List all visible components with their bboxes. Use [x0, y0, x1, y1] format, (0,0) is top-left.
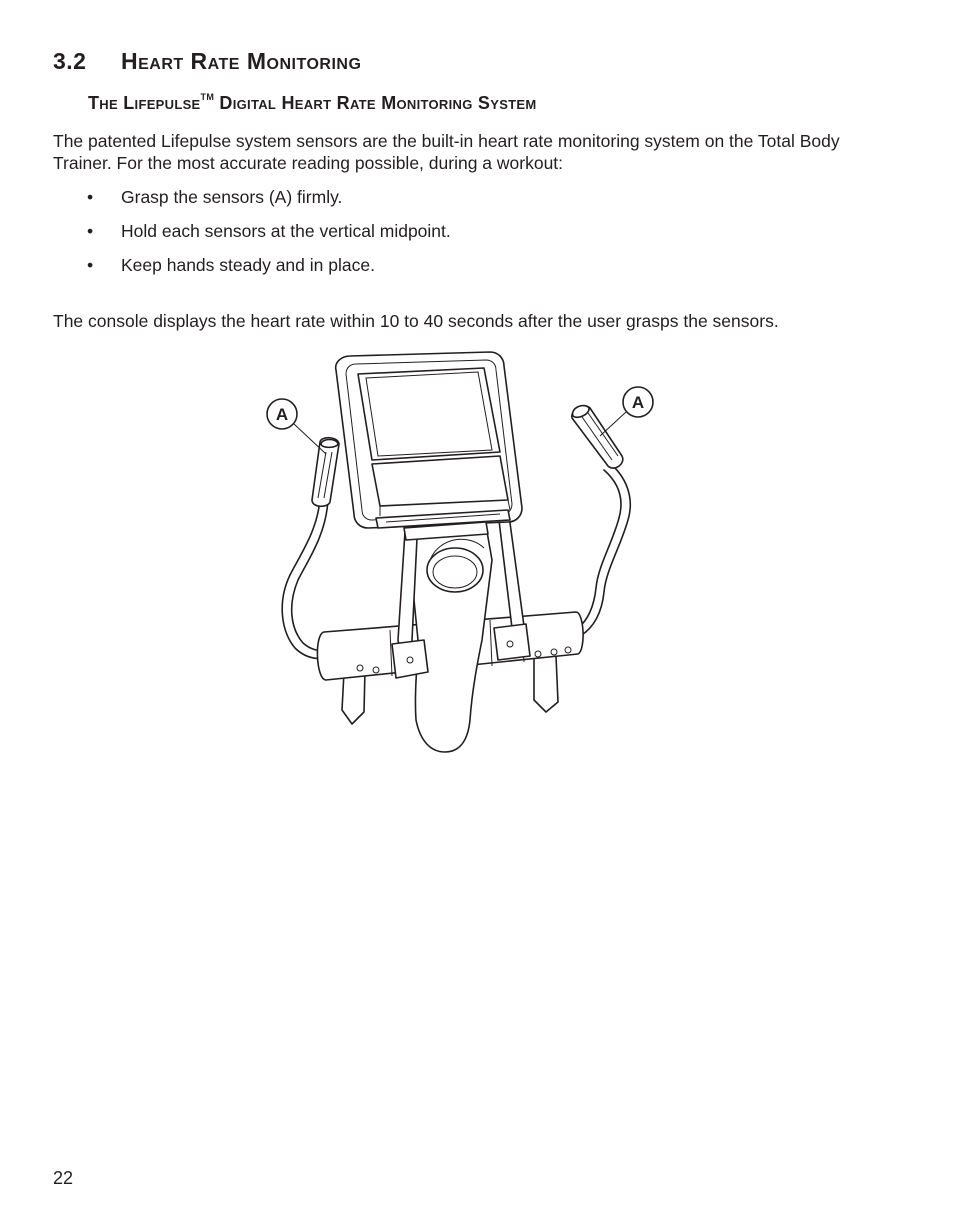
callout-right-label: A [631, 393, 645, 412]
list-item [53, 220, 451, 254]
subsection-heading [88, 92, 537, 114]
intro-paragraph: The patented Lifepulse system sensors are the built-in heart rate monitoring system on the Total Body Trainer. For the most accurate reading possible, during a workout: [53, 131, 840, 173]
subsection-title-part2: Digital Heart Rate Monitoring System [214, 93, 537, 113]
subsection-title-part1: The Lifepulse [88, 93, 201, 113]
list-item [53, 186, 451, 220]
page-number: 22 [53, 1168, 74, 1188]
list-item [53, 254, 451, 288]
right-leg [534, 656, 558, 712]
instruction-list [53, 186, 451, 288]
right-handlebar [580, 465, 630, 636]
machine-illustration [255, 350, 665, 760]
section-heading [53, 48, 361, 75]
bullet-icon: • [87, 187, 94, 207]
column-opening [427, 548, 483, 592]
console-screen [358, 368, 500, 460]
list-item-text: Grasp the sensors (A) firmly. [121, 187, 343, 207]
callout-left-label: A [275, 405, 289, 424]
bullet-icon: • [87, 221, 94, 241]
left-sensor-grip [312, 438, 339, 507]
console-keypad-panel [372, 456, 508, 506]
section-title: Heart Rate Monitoring [121, 48, 362, 74]
list-item-text: Hold each sensors at the vertical midpoint. [121, 221, 451, 241]
section-number: 3.2 [53, 48, 87, 74]
console-note-paragraph: The console displays the heart rate within 10 to 40 seconds after the user grasps the sensors. [53, 311, 779, 331]
left-clamp [392, 640, 428, 678]
list-item-text: Keep hands steady and in place. [121, 255, 375, 275]
bullet-icon: • [87, 255, 94, 275]
right-arm-pole [498, 508, 524, 633]
trademark-mark: TM [200, 92, 215, 102]
heart-rate-sensor-diagram [255, 350, 665, 760]
